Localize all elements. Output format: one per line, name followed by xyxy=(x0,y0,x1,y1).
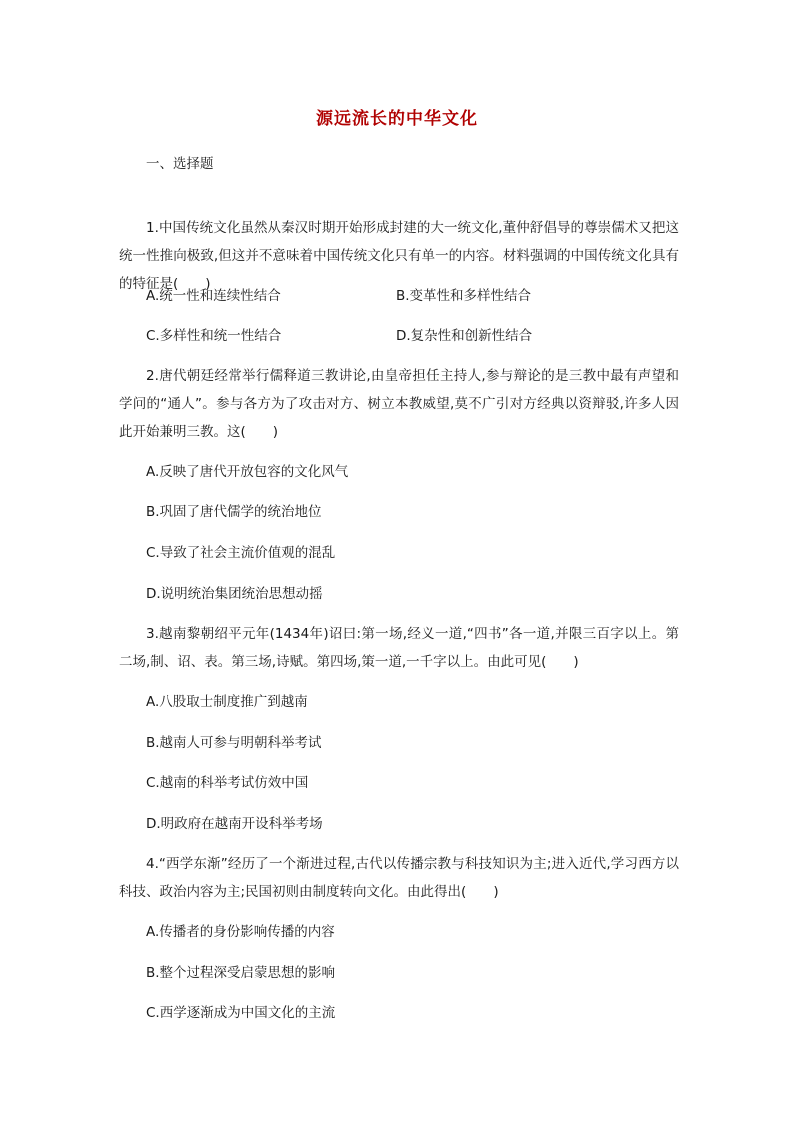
question-2-stem: 2.唐代朝廷经常举行儒释道三教讲论,由皇帝担任主持人,参与辩论的是三教中最有声望和学问的“通人”。参与各方为了攻击对方、树立本教威望,莫不广引对方经典以资辩驳,许多人因此开始兼明三教。这( ) xyxy=(119,368,679,440)
page-title: 源远流长的中华文化 xyxy=(316,109,478,129)
question-4-stem: 4.“西学东渐”经历了一个渐进过程,古代以传播宗教与科技知识为主;进入近代,学习西方以科技、政治内容为主;民国初则由制度转向文化。由此得出( ) xyxy=(119,856,679,900)
question-2-option-c: C.导致了社会主流价值观的混乱 xyxy=(146,545,336,561)
question-4-option-c: C.西学逐渐成为中国文化的主流 xyxy=(146,1005,336,1021)
question-3-option-d: D.明政府在越南开设科举考场 xyxy=(146,816,323,832)
question-2-option-a: A.反映了唐代开放包容的文化风气 xyxy=(146,464,349,480)
question-3-option-a: A.八股取士制度推广到越南 xyxy=(146,694,308,710)
question-1-option-a: A.统一性和连续性结合 xyxy=(146,288,281,304)
question-3-stem: 3.越南黎朝绍平元年(1434年)诏曰:第一场,经义一道,“四书”各一道,并限三百字以上。第二场,制、诏、表。第三场,诗赋。第四场,策一道,一千字以上。由此可见( ) xyxy=(119,626,679,670)
question-1-option-d: D.复杂性和创新性结合 xyxy=(396,328,533,344)
question-3-option-c: C.越南的科举考试仿效中国 xyxy=(146,775,309,791)
section-heading: 一、选择题 xyxy=(146,156,214,172)
question-4-option-b: B.整个过程深受启蒙思想的影响 xyxy=(146,965,336,981)
question-1-stem: 1.中国传统文化虽然从秦汉时期开始形成封建的大一统文化,董仲舒倡导的尊崇儒术又把这统一性推向极致,但这并不意味着中国传统文化只有单一的内容。材料强调的中国传统文化具有的特征是( ) xyxy=(119,220,679,292)
question-2-option-b: B.巩固了唐代儒学的统治地位 xyxy=(146,504,322,520)
question-4-option-a: A.传播者的身份影响传播的内容 xyxy=(146,924,335,940)
question-1-option-c: C.多样性和统一性结合 xyxy=(146,328,282,344)
question-2-option-d: D.说明统治集团统治思想动摇 xyxy=(146,586,323,602)
question-3-option-b: B.越南人可参与明朝科举考试 xyxy=(146,735,322,751)
question-1-option-b: B.变革性和多样性结合 xyxy=(396,288,532,304)
